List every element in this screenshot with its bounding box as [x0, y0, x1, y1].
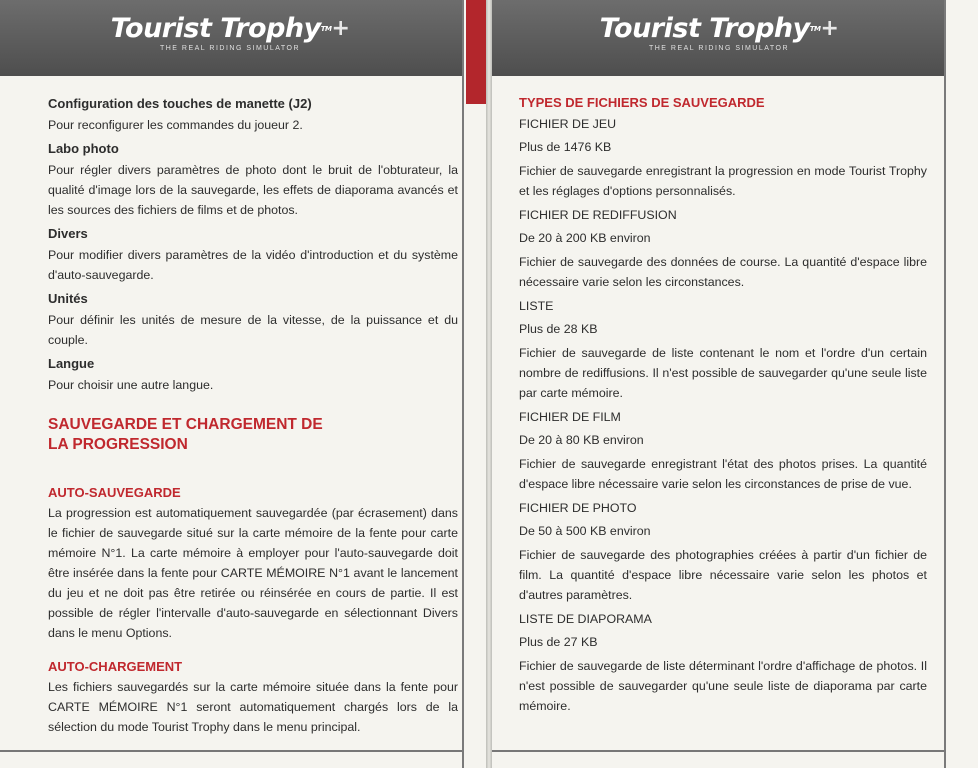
- file-type-desc: Fichier de sauvegarde de liste déterminant l'ordre d'affichage de photos. Il n'est possible de sauvegarder qu'une seule liste de diaporama par carte mémoire.: [519, 659, 927, 713]
- section-heading: Configuration des touches de manette (J2): [48, 96, 312, 111]
- file-type-name: FICHIER DE REDIFFUSION: [519, 208, 677, 222]
- file-type-size: Plus de 1476 KB: [519, 140, 612, 154]
- left-page-content: [48, 93, 458, 740]
- autoload-heading: AUTO-CHARGEMENT: [48, 659, 183, 674]
- file-type-name: FICHIER DE JEU: [519, 117, 617, 131]
- bottom-rule: [0, 750, 462, 752]
- section-text: Pour reconfigurer les commandes du joueur 2.: [48, 118, 303, 132]
- file-type-name: FICHIER DE FILM: [519, 410, 621, 424]
- file-types-heading: TYPES DE FICHIERS DE SAUVEGARDE: [519, 95, 765, 110]
- chapter-tab: [466, 0, 486, 104]
- logo-title: [100, 14, 360, 44]
- main-heading: [48, 415, 458, 455]
- main-heading-line1: SAUVEGARDE ET CHARGEMENT DE: [48, 416, 323, 433]
- logo-tm: TM: [320, 25, 332, 33]
- page-edge-strip: [944, 0, 946, 768]
- logo-plus: +: [331, 16, 350, 41]
- file-type-size: De 50 à 500 KB environ: [519, 524, 651, 538]
- logo-tm: TM: [809, 25, 821, 33]
- file-type-size: De 20 à 80 KB environ: [519, 433, 644, 447]
- right-page: [492, 0, 978, 768]
- logo-subtitle: THE REAL RIDING SIMULATOR: [648, 45, 790, 52]
- main-heading-line2: LA PROGRESSION: [48, 436, 188, 453]
- file-type-desc: Fichier de sauvegarde des photographies créées à partir d'un fichier de film. La quantité d'espace libre nécessaire varie selon les photos et d'autres paramètres.: [519, 548, 927, 602]
- section-text: Pour choisir une autre langue.: [48, 378, 214, 392]
- section-text: Pour modifier divers paramètres de la vidéo d'introduction et du système d'auto-sauvegarde.: [48, 248, 458, 282]
- file-type-name: LISTE: [519, 299, 554, 313]
- file-type-name: FICHIER DE PHOTO: [519, 501, 637, 515]
- logo-wordmark: Tourist Trophy: [599, 13, 810, 44]
- file-type-desc: Fichier de sauvegarde des données de course. La quantité d'espace libre nécessaire varie selon les circonstances.: [519, 255, 927, 289]
- section-heading: Divers: [48, 226, 88, 241]
- section-heading: Labo photo: [48, 141, 119, 156]
- file-type-name: LISTE DE DIAPORAMA: [519, 612, 652, 626]
- section-heading: Unités: [48, 291, 88, 306]
- bottom-rule: [492, 750, 944, 752]
- autoload-text: Les fichiers sauvegardés sur la carte mémoire située dans la fente pour CARTE MÉMOIRE N°1 seront automatiquement chargés lors de la sélection du mode Tourist Trophy dans le menu principal.: [48, 680, 458, 734]
- page-edge-strip: [462, 0, 464, 768]
- logo-subtitle: THE REAL RIDING SIMULATOR: [159, 45, 301, 52]
- file-type-desc: Fichier de sauvegarde enregistrant la progression en mode Tourist Trophy et les réglages d'options personnalisés.: [519, 164, 927, 198]
- logo-plus: +: [820, 16, 839, 41]
- file-type-size: Plus de 28 KB: [519, 322, 598, 336]
- left-page: [0, 0, 486, 768]
- right-page-content: [519, 93, 927, 719]
- section-text: Pour régler divers paramètres de photo dont le bruit de l'obturateur, la qualité d'image lors de la sauvegarde, les effets de diaporama avancés et les sources des fichiers de films et de photos.: [48, 163, 458, 217]
- file-type-desc: Fichier de sauvegarde enregistrant l'état des photos prises. La quantité d'espace libre nécessaire varie selon les circonstances de prise de vue.: [519, 457, 927, 491]
- logo-title: [589, 14, 849, 44]
- autosave-heading: AUTO-SAUVEGARDE: [48, 485, 181, 500]
- tourist-trophy-logo: [589, 14, 849, 52]
- section-text: Pour définir les unités de mesure de la vitesse, de la puissance et du couple.: [48, 313, 458, 347]
- file-type-size: De 20 à 200 KB environ: [519, 231, 651, 245]
- logo-wordmark: Tourist Trophy: [110, 13, 321, 44]
- file-type-desc: Fichier de sauvegarde de liste contenant le nom et l'ordre d'un certain nombre de rediffusions. Il n'est possible de sauvegarder qu'une seule liste par carte mémoire.: [519, 346, 927, 400]
- autosave-text: La progression est automatiquement sauvegardée (par écrasement) dans le fichier de sauvegarde situé sur la carte mémoire de la fente pour carte mémoire N°1. La carte mémoire à employer pour l'auto-sauvegarde doit être insérée dans la fente pour CARTE MÉMOIRE N°1 avant le lancement du jeu et ne doit pas être retirée ou réinsérée en cours de partie. Il est possible de régler l'intervalle d'auto-sauvegarde en sélectionnant Divers dans le menu Options.: [48, 506, 458, 640]
- tourist-trophy-logo: [100, 14, 360, 52]
- section-heading: Langue: [48, 356, 95, 371]
- file-type-size: Plus de 27 KB: [519, 635, 598, 649]
